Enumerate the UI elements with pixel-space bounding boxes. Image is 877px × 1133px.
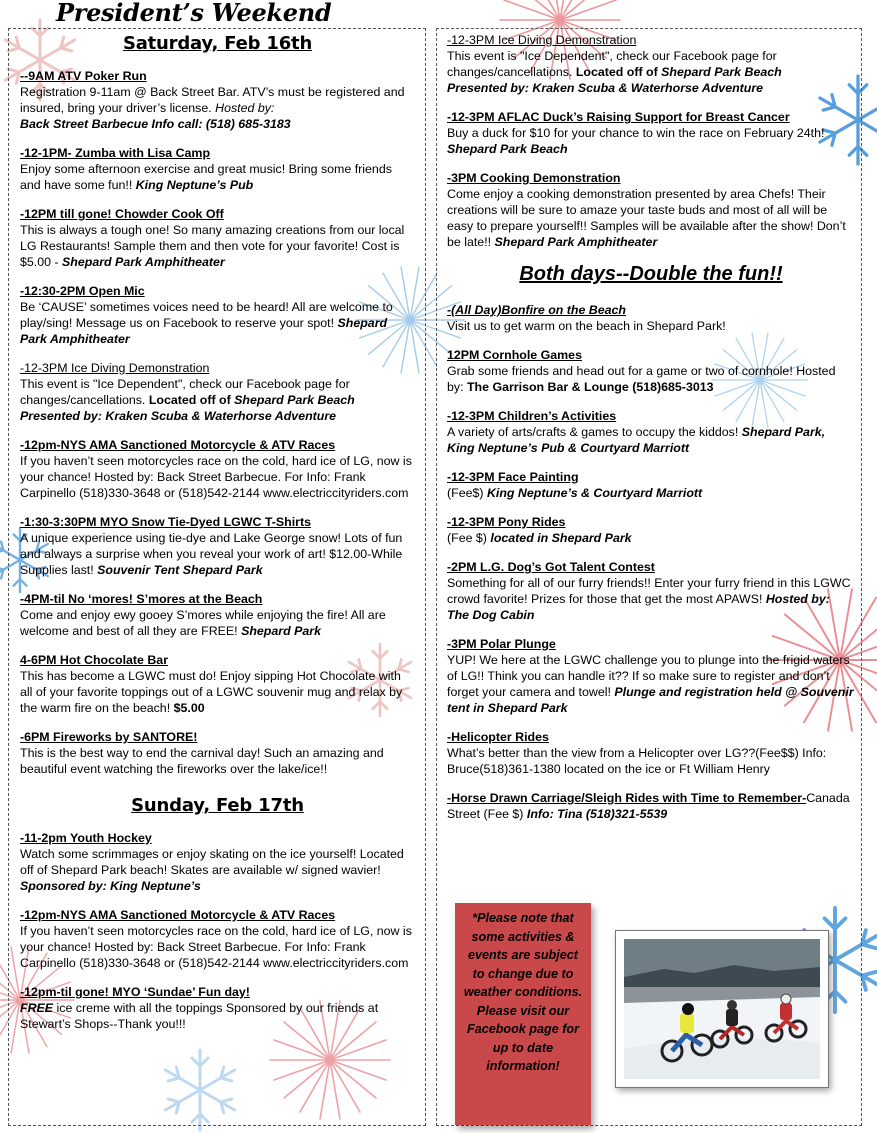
both-days-heading: Both days--Double the fun!! <box>519 263 783 285</box>
sunday-heading: Sunday, Feb 17th <box>131 795 304 816</box>
event-face-painting: -12-3PM Face Painting (Fee$) King Neptune’s & Courtyard Marriott <box>447 470 703 500</box>
event-chowder-cook-off: -12PM till gone! Chowder Cook Off This is always a tough one! So many amazing creations from our local LG Restaurants! Sample them and then vote for your favorite! Cost is $5.00 - Shepard Park Amphitheater <box>20 207 405 269</box>
event-motorcycle-races-sun: -12pm-NYS AMA Sanctioned Motorcycle & ATV Races If you haven’t seen motorcycles race on the cold, hard ice of LG, now is your chance! Hosted by: Back Street Barbecue. For Info: Frank Carpinello (518)330-3648 or (518)542-2144 www.electriccityriders.com <box>20 908 412 970</box>
event-ice-diving-sun: -12-3PM Ice Diving Demonstration This event is "Ice Dependent", check our Facebook page for changes/cancellations. Located off of Shepard Park Beach Presented by: Kraken Scuba & Waterhorse Adventure <box>447 33 782 95</box>
event-youth-hockey: -11-2pm Youth Hockey Watch some scrimmages or enjoy skating on the ice yourself! Located off of Shepard Park beach! Skates are available w/ signed wavier! Sponsored by: King Neptune’s <box>20 831 404 893</box>
event-open-mic: -12:30-2PM Open Mic Be ‘CAUSE’ sometimes voices need to be heard! All are welcome to play/sing! Message us on Facebook to reserve your spot! Shepard Park Amphitheater <box>20 284 393 346</box>
event-sundae-fun-day: -12pm-til gone! MYO ‘Sundae’ Fun day! FREE ice creme with all the toppings Sponsored by our friends at Stewart’s Shops--Thank you!!! <box>20 985 379 1031</box>
event-cooking-demo: -3PM Cooking Demonstration Come enjoy a cooking demonstration presented by area Chefs! Their creations will be sure to amaze your taste buds and most of all will be easy to prepare yourself!! Samples will be available after the show! Don’t be late!! Shepard Park Amphitheater <box>447 171 846 249</box>
event-helicopter-rides: -Helicopter Rides What’s better than the view from a Helicopter over LG??(Fee$$) Info: Bruce(518)361-1380 located on the ice or Ft William Henry <box>447 730 827 776</box>
motorcycle-race-image <box>624 939 820 1079</box>
saturday-heading: Saturday, Feb 16th <box>122 33 313 54</box>
event-atv-poker-run: --9AM ATV Poker Run Registration 9-11am @ Back Street Bar. ATV’s must be registered and insured, bring your driver’s license. Hosted by: Back Street Barbecue Info call: (518) 685-3183 <box>20 69 405 131</box>
event-motorcycle-races-sat: -12pm-NYS AMA Sanctioned Motorcycle & ATV Races If you haven’t seen motorcycles race on the cold, hard ice of LG, now is your chance! Hosted by: Back Street Barbecue. For Info: Frank Carpinello (518)330-3648 or (518)542-2144 www.electriccityriders.com <box>20 438 412 500</box>
event-polar-plunge: -3PM Polar Plunge YUP! We here at the LGWC challenge you to plunge into the frigid waters of LG!! Think you can handle it?? If so make sure to register and don’t forget your camera and towel! Plunge and registration held @ Souvenir tent in Shepard Park <box>447 637 854 715</box>
event-fireworks: -6PM Fireworks by SANTORE! This is the best way to end the carnival day! Such an amazing and beautiful event watching the fireworks over the lake/ice!! <box>20 730 384 776</box>
event-pony-rides: -12-3PM Pony Rides (Fee $) located in Shepard Park <box>447 515 632 545</box>
event-aflac-ducks: -12-3PM AFLAC Duck’s Raising Support for Breast Cancer Buy a duck for $10 for your chance to win the race on February 24th! Shepard Park Beach <box>447 110 825 156</box>
event-tie-dye-shirts: -1:30-3:30PM MYO Snow Tie-Dyed LGWC T-Shirts A unique experience using tie-dye and Lake George snow! Lots of fun and always a surprise when you reveal your work of art! $12.00-While Supplies last! Souvenir Tent Shepard Park <box>20 515 403 577</box>
page-title: President’s Weekend <box>56 0 332 27</box>
ice-race-photo <box>615 930 829 1088</box>
event-cornhole: 12PM Cornhole Games Grab some friends and head out for a game or two of cornhole! Hosted by: The Garrison Bar & Lounge (518)685-3013 <box>447 348 836 394</box>
event-bonfire: -(All Day)Bonfire on the Beach Visit us to get warm on the beach in Shepard Park! <box>447 303 726 333</box>
event-sleigh-rides: -Horse Drawn Carriage/Sleigh Rides with Time to Remember-Canada Street (Fee $) Info: Tina (518)321-5539 <box>447 791 850 821</box>
schedule-change-note: *Please note that some activities & events are subject to change due to weather conditions. Please visit our Facebook page for up to date information! <box>455 903 591 1125</box>
event-ice-diving-sat: -12-3PM Ice Diving Demonstration This event is "Ice Dependent", check our Facebook page for changes/cancellations. Located off of Shepard Park Beach Presented by: Kraken Scuba & Waterhorse Adventure <box>20 361 355 423</box>
event-smores: -4PM-til No ‘mores! S’mores at the Beach Come and enjoy ewy gooey S’mores while enjoying the fire! All are welcome and best of all they are FREE! Shepard Park <box>20 592 386 638</box>
event-dog-talent: -2PM L.G. Dog’s Got Talent Contest Something for all of our furry friends!! Enter your furry friend in this LGWC crowd favorite! Prizes for those that get the most APAWS! Hosted by: The Dog Cabin <box>447 560 851 622</box>
event-zumba: -12-1PM- Zumba with Lisa Camp Enjoy some afternoon exercise and great music! Bring some friends and have some fun!! King Neptune’s Pub <box>20 146 392 192</box>
event-hot-chocolate: 4-6PM Hot Chocolate Bar This has become a LGWC must do! Enjoy sipping Hot Chocolate with all of your favorite toppings out of a LGWC souvenir mug and relax by the warm fire on the beach! $5.00 <box>20 653 403 715</box>
event-childrens-activities: -12-3PM Children’s Activities A variety of arts/crafts & games to occupy the kiddos! Shepard Park, King Neptune’s Pub & Courtyard Marriott <box>447 409 826 455</box>
left-column <box>8 28 426 1126</box>
